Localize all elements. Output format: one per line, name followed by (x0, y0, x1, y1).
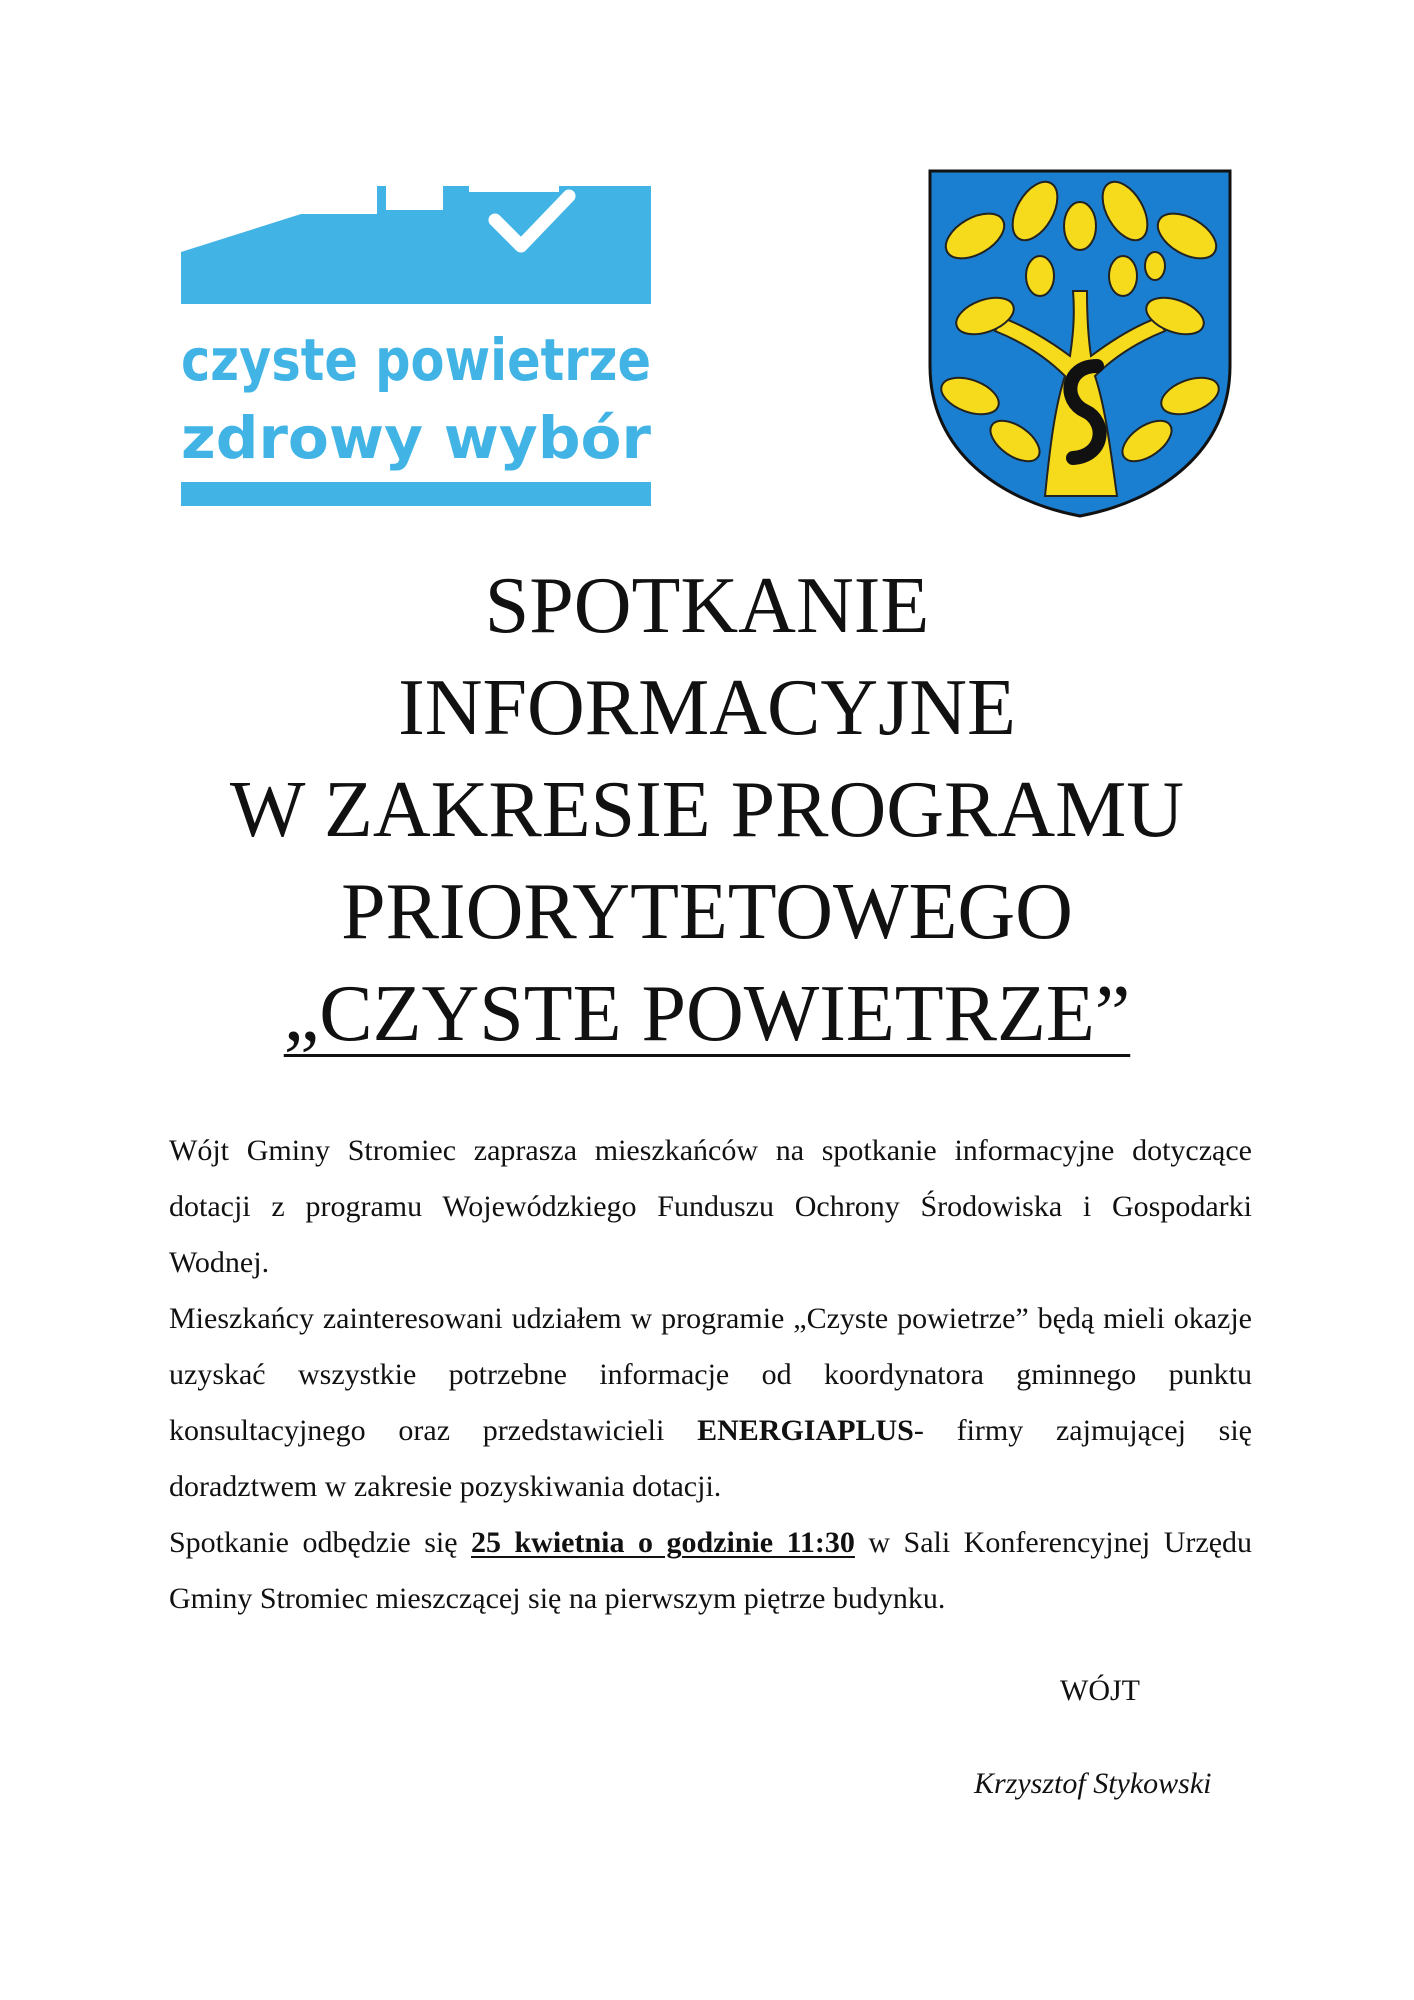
paragraph-details (169, 1291, 1252, 1515)
czyste-powietrze-logo (181, 186, 651, 506)
coat-of-arms-oak-tree-icon (925, 166, 1235, 519)
meeting-location: w Sali Konferencyjnej Urzędu Gminy Stromiec mieszczącej się na pierwszym piętrze budynku. (169, 1526, 1253, 1615)
title-line-4: PRIORYTETOWEGO (341, 868, 1073, 956)
logo-underline-bar (181, 482, 651, 506)
company-name: ENERGIAPLUS (697, 1414, 914, 1447)
house-roof-shape (181, 186, 651, 304)
details-text: Mieszkańcy zainteresowani udziałem w programie „Czyste powietrze” będą mieli okazje uzyskać wszystkie potrzebne informacje od koordynatora gminnego punktu konsultacyjnego oraz przedstawicieli (169, 1302, 1252, 1447)
signature-title: WÓJT (1060, 1674, 1140, 1707)
title-line-1: SPOTKANIE (484, 562, 930, 650)
announcement-body (169, 1123, 1252, 1627)
title-line-5 (0, 963, 1414, 1065)
title-line-2: INFORMACYJNE (398, 664, 1016, 752)
paragraph-invitation: Wójt Gminy Stromiec zaprasza mieszkańców na spotkanie informacyjne dotyczące dotacji z programu Wojewódzkiego Funduszu Ochrony Środowiska i Gospodarki Wodnej. (169, 1134, 1252, 1279)
meeting-date-time: 25 kwietnia o godzinie 11:30 (471, 1526, 855, 1559)
logo-line-1: czyste powietrze (181, 326, 651, 394)
signature-name: Krzysztof Stykowski (974, 1767, 1212, 1800)
details-text-end: - firmy zajmującej się doradztwem w zakresie pozyskiwania dotacji. (169, 1414, 1252, 1503)
title-line-3: W ZAKRESIE PROGRAMU (229, 766, 1185, 854)
meeting-text: Spotkanie odbędzie się (169, 1526, 472, 1559)
program-name: „CZYSTE POWIETRZE” (283, 970, 1131, 1058)
logo-line-2: zdrowy wybór (181, 404, 652, 472)
paragraph-meeting-time (169, 1515, 1252, 1627)
announcement-title (0, 555, 1414, 1065)
